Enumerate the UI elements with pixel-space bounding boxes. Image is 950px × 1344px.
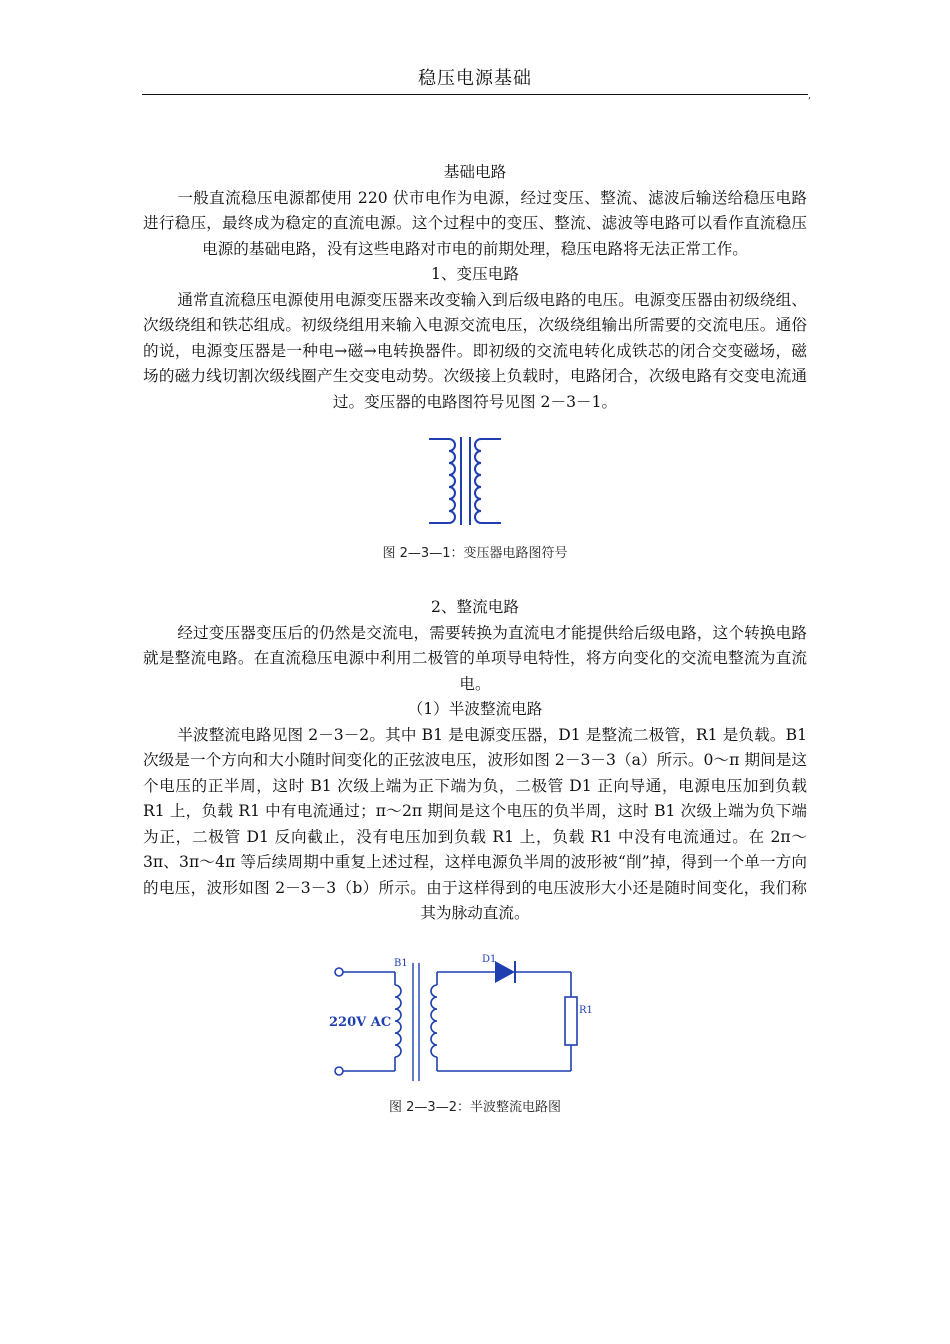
page-header-title: 稳压电源基础 [418, 68, 532, 89]
label-r1: R1 [579, 1004, 593, 1016]
transformer-figure [143, 431, 807, 571]
header-rule [142, 94, 808, 95]
figure-caption-rectifier: 图 2—3—2：半波整流电路图 [389, 1099, 561, 1115]
intro-paragraph: 一般直流稳压电源都使用 220 伏市电作为电源，经过变压、整流、滤波后输送给稳压电路进行稳压，最终成为稳定的直流电源。这个过程中的变压、整流、滤波等电路可以看作直流稳压电源的基础电路，没有这些电路对市电的前期处理，稳压电路将无法正常工作。 [143, 188, 807, 258]
resistor-r1 [565, 997, 577, 1045]
section-title: 基础电路 [443, 163, 507, 181]
transformer-symbol [143, 431, 807, 541]
input-terminal-bottom [335, 1067, 343, 1075]
section2-sub-paragraph: 半波整流电路见图 2－3－2。其中 B1 是电源变压器，D1 是整流二极管，R1 是负载。B1 次级是一个方向和大小随时间变化的正弦波电压，波形如图 2－3－3（a）所示。0～π 期间是这个电压的正半周，这时 B1 次级上端为正下端为负，二极管 D1 正向导通，电源电压加到负载 R1 上，负载 R1 中有电流通过；π～2π 期间是这个电压的负半周，这时 B1 次级上端为负下端为正，二极管 D1 反向截止，没有电压加到负载 R1 上，负载 R1 中没有电流通过。在 2π～3π、3π～4π 等后续周期中重复上述过程，这样电源负半周的波形被“削”掉，得到一个单一方向的电压，波形如图 2－3－3（b）所示。由于这样得到的电压波形大小还是随时间变化，我们称其为脉动直流。 [143, 725, 807, 922]
half-wave-rectifier-circuit [143, 951, 807, 1091]
label-b1: B1 [394, 957, 408, 969]
diode-d1 [495, 961, 515, 983]
input-terminal-top [335, 968, 343, 976]
section1-heading: 1、变压电路 [431, 265, 519, 283]
header-tick: , [808, 90, 812, 101]
section1-paragraph: 通常直流稳压电源使用电源变压器来改变输入到后级电路的电压。电源变压器由初级绕组、次级绕组和铁芯组成。初级绕组用来输入电源交流电压，次级绕组输出所需要的交流电压。通俗的说，电源变压器是一种电→磁→电转换器件。即初级的交流电转化成铁芯的闭合交变磁场，磁场的磁力线切割次级线圈产生交变电动势。次级接上负载时，电路闭合，次级电路有交变电流通过。变压器的电路图符号见图 2－3－1。 [143, 290, 807, 411]
section2-subheading: （1）半波整流电路 [407, 700, 543, 718]
document-body [143, 160, 807, 1120]
section2-paragraph: 经过变压器变压后的仍然是交流电，需要转换为直流电才能提供给后级电路，这个转换电路就是整流电路。在直流稳压电源中利用二极管的单项导电特性，将方向变化的交流电整流为直流电。 [143, 623, 807, 693]
figure-caption-transformer: 图 2—3—1：变压器电路图符号 [382, 546, 568, 561]
label-d1: D1 [482, 953, 497, 965]
label-220v-ac: 220V AC [329, 1014, 392, 1030]
section2-heading: 2、整流电路 [431, 598, 519, 616]
half-wave-rectifier-figure [143, 951, 807, 1121]
